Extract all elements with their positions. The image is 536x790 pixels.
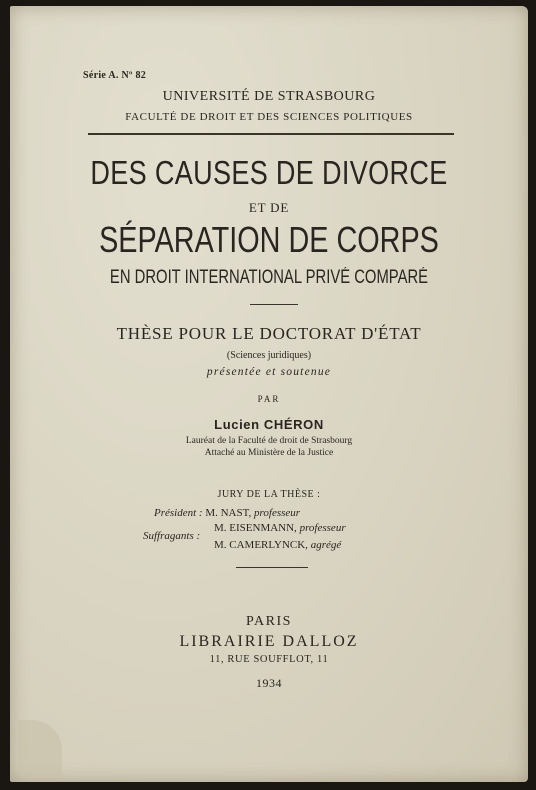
author-title-1: Lauréat de la Faculté de droit de Strasbourg <box>185 436 353 446</box>
publication-year: 1934 <box>256 676 282 690</box>
faculty-name: FACULTÉ DE DROIT ET DES SCIENCES POLITIQUES <box>125 111 413 123</box>
series-number: Série A. Nº 82 <box>83 70 147 81</box>
member2-name: M. CAMERLYNCK, <box>214 539 308 551</box>
title-line-3: SÉPARATION DE CORPS <box>99 219 439 260</box>
jury-member-1 <box>214 522 346 534</box>
suffragants-label: Suffragants : <box>143 530 201 542</box>
city: PARIS <box>246 614 292 629</box>
author-name: Lucien CHÉRON <box>214 417 324 432</box>
university-name: UNIVERSITÉ DE STRASBOURG <box>162 89 376 104</box>
header-rule <box>88 133 454 135</box>
jury-heading: JURY DE LA THÈSE : <box>217 489 321 500</box>
worn-corner <box>18 720 62 776</box>
president-label: Président : <box>154 507 203 519</box>
subtitle: EN DROIT INTERNATIONAL PRIVÉ COMPARÉ <box>109 267 429 288</box>
title-line-2: ET DE <box>248 200 290 215</box>
divider-rule-2 <box>236 567 308 568</box>
thesis-type: THÈSE POUR LE DOCTORAT D'ÉTAT <box>116 324 422 343</box>
jury-member-2 <box>214 539 341 551</box>
presented-text: présentée et soutenue <box>206 366 332 378</box>
member1-name: M. EISENMANN, <box>214 522 297 534</box>
president-name: M. NAST, <box>205 507 252 519</box>
title-line-1: DES CAUSES DE DIVORCE <box>90 154 448 191</box>
divider-rule <box>250 304 298 305</box>
publisher: LIBRAIRIE DALLOZ <box>179 633 359 650</box>
author-title-2: Attaché au Ministère de la Justice <box>204 448 334 458</box>
jury-president <box>154 507 300 519</box>
book-cover <box>10 6 528 782</box>
member2-role: agrégé <box>310 539 342 551</box>
thesis-field: (Sciences juridiques) <box>226 350 312 361</box>
president-role: professeur <box>254 507 301 519</box>
member1-role: professeur <box>299 522 346 534</box>
by-text: PAR <box>257 394 281 404</box>
publisher-address: 11, RUE SOUFFLOT, 11 <box>209 654 329 665</box>
